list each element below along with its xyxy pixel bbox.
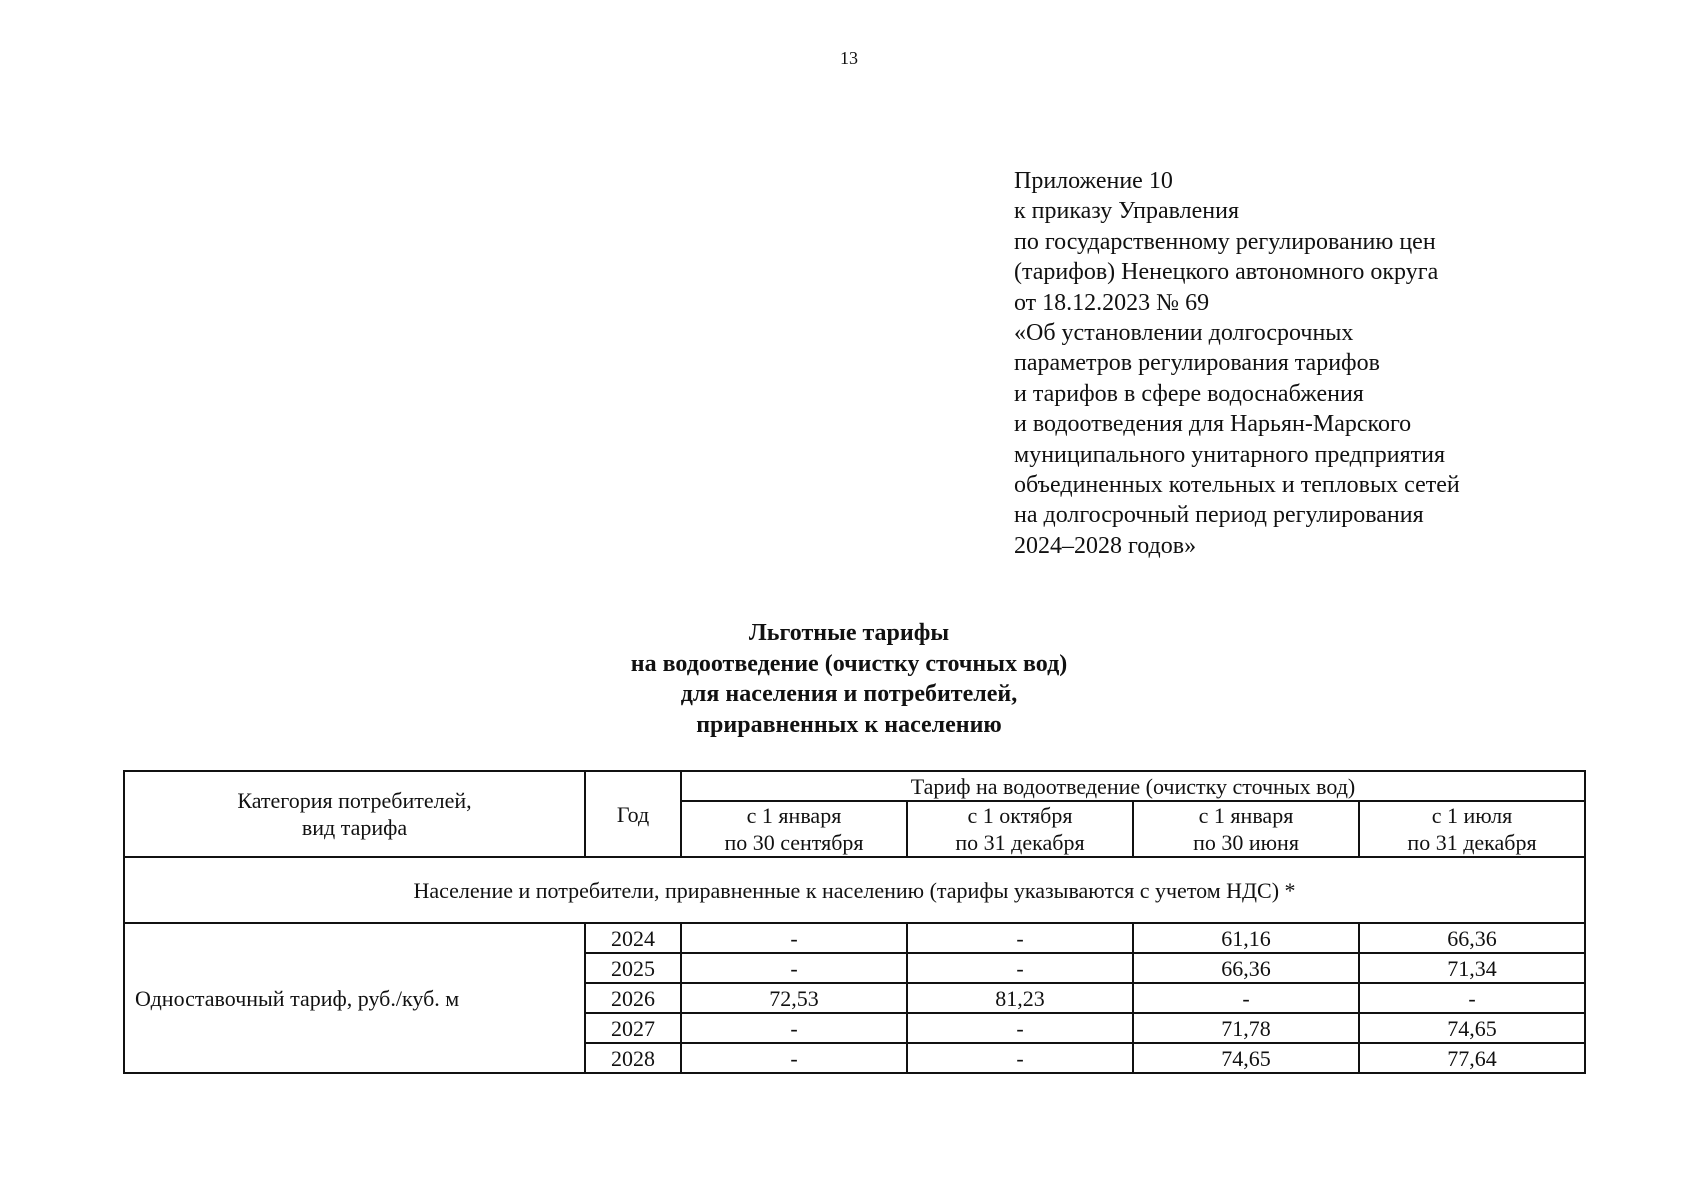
- header-period-line: по 31 декабря: [955, 830, 1085, 855]
- value-cell: 72,53: [681, 983, 907, 1013]
- table-header-row: [124, 771, 1585, 801]
- header-period: [1133, 801, 1359, 857]
- page-number: 13: [840, 48, 858, 68]
- value-cell: -: [681, 953, 907, 983]
- value-cell: 61,16: [1133, 923, 1359, 953]
- header-period: [1359, 801, 1585, 857]
- header-period-line: с 1 января: [746, 803, 842, 828]
- appendix-line: на долгосрочный период регулирования: [1014, 502, 1424, 529]
- header-tariff-group: Тариф на водоотведение (очистку сточных вод): [681, 771, 1585, 801]
- appendix-line: параметров регулирования тарифов: [1014, 350, 1380, 377]
- value-cell: -: [907, 953, 1133, 983]
- value-cell: 77,64: [1359, 1043, 1585, 1073]
- year-cell: 2028: [585, 1043, 681, 1073]
- value-cell: 66,36: [1359, 923, 1585, 953]
- value-cell: -: [1133, 983, 1359, 1013]
- value-cell: -: [1359, 983, 1585, 1013]
- title-line: для населения и потребителей,: [680, 681, 1018, 707]
- title-line: приравненных к населению: [696, 711, 1002, 738]
- value-cell: -: [907, 923, 1133, 953]
- header-period-line: по 30 июня: [1193, 830, 1299, 855]
- value-cell: 66,36: [1133, 953, 1359, 983]
- value-cell: 71,34: [1359, 953, 1585, 983]
- appendix-line: по государственному регулированию цен: [1014, 228, 1436, 255]
- appendix-line: «Об установлении долгосрочных: [1014, 320, 1354, 347]
- year-cell: 2024: [585, 923, 681, 953]
- header-category: [124, 771, 585, 857]
- appendix-line: и тарифов в сфере водоснабжения: [1014, 380, 1364, 407]
- header-period-line: с 1 июля: [1431, 803, 1513, 828]
- year-cell: 2025: [585, 953, 681, 983]
- appendix-line: Приложение 10: [1014, 168, 1173, 194]
- value-cell: -: [681, 1013, 907, 1043]
- appendix-line: 2024–2028 годов»: [1014, 532, 1197, 559]
- appendix-line: к приказу Управления: [1014, 198, 1240, 225]
- title-line: на водоотведение (очистку сточных вод): [630, 650, 1068, 677]
- value-cell: 74,65: [1359, 1013, 1585, 1043]
- value-cell: -: [681, 1043, 907, 1073]
- header-category-line: вид тарифа: [301, 815, 408, 840]
- title-line: Льготные тарифы: [748, 620, 950, 646]
- appendix-line: и водоотведения для Нарьян-Марского: [1014, 411, 1412, 438]
- header-year: Год: [585, 771, 681, 857]
- tariff-type-cell: Одноставочный тариф, руб./куб. м: [124, 923, 585, 1073]
- year-cell: 2026: [585, 983, 681, 1013]
- value-cell: -: [681, 923, 907, 953]
- header-category-line: Категория потребителей,: [237, 788, 472, 813]
- appendix-line: (тарифов) Ненецкого автономного округа: [1014, 259, 1439, 286]
- header-period-line: с 1 января: [1198, 803, 1294, 828]
- appendix-line: объединенных котельных и тепловых сетей: [1014, 472, 1460, 499]
- appendix-reference: [1014, 166, 1634, 561]
- header-period: [907, 801, 1133, 857]
- year-cell: 2027: [585, 1013, 681, 1043]
- appendix-line: муниципального унитарного предприятия: [1014, 441, 1445, 468]
- section-row: [124, 857, 1585, 923]
- table-row: [124, 923, 1585, 953]
- header-period-line: по 30 сентября: [724, 830, 864, 855]
- value-cell: 81,23: [907, 983, 1133, 1013]
- section-label: Население и потребители, приравненные к населению (тарифы указываются с учетом НДС) *: [124, 857, 1585, 923]
- tariff-table: [123, 770, 1586, 1074]
- header-period-line: с 1 октября: [967, 803, 1073, 828]
- header-period: [681, 801, 907, 857]
- value-cell: -: [907, 1013, 1133, 1043]
- value-cell: -: [907, 1043, 1133, 1073]
- value-cell: 74,65: [1133, 1043, 1359, 1073]
- document-title: [0, 618, 1698, 740]
- value-cell: 71,78: [1133, 1013, 1359, 1043]
- header-period-line: по 31 декабря: [1407, 830, 1537, 855]
- appendix-line: от 18.12.2023 № 69: [1014, 289, 1210, 316]
